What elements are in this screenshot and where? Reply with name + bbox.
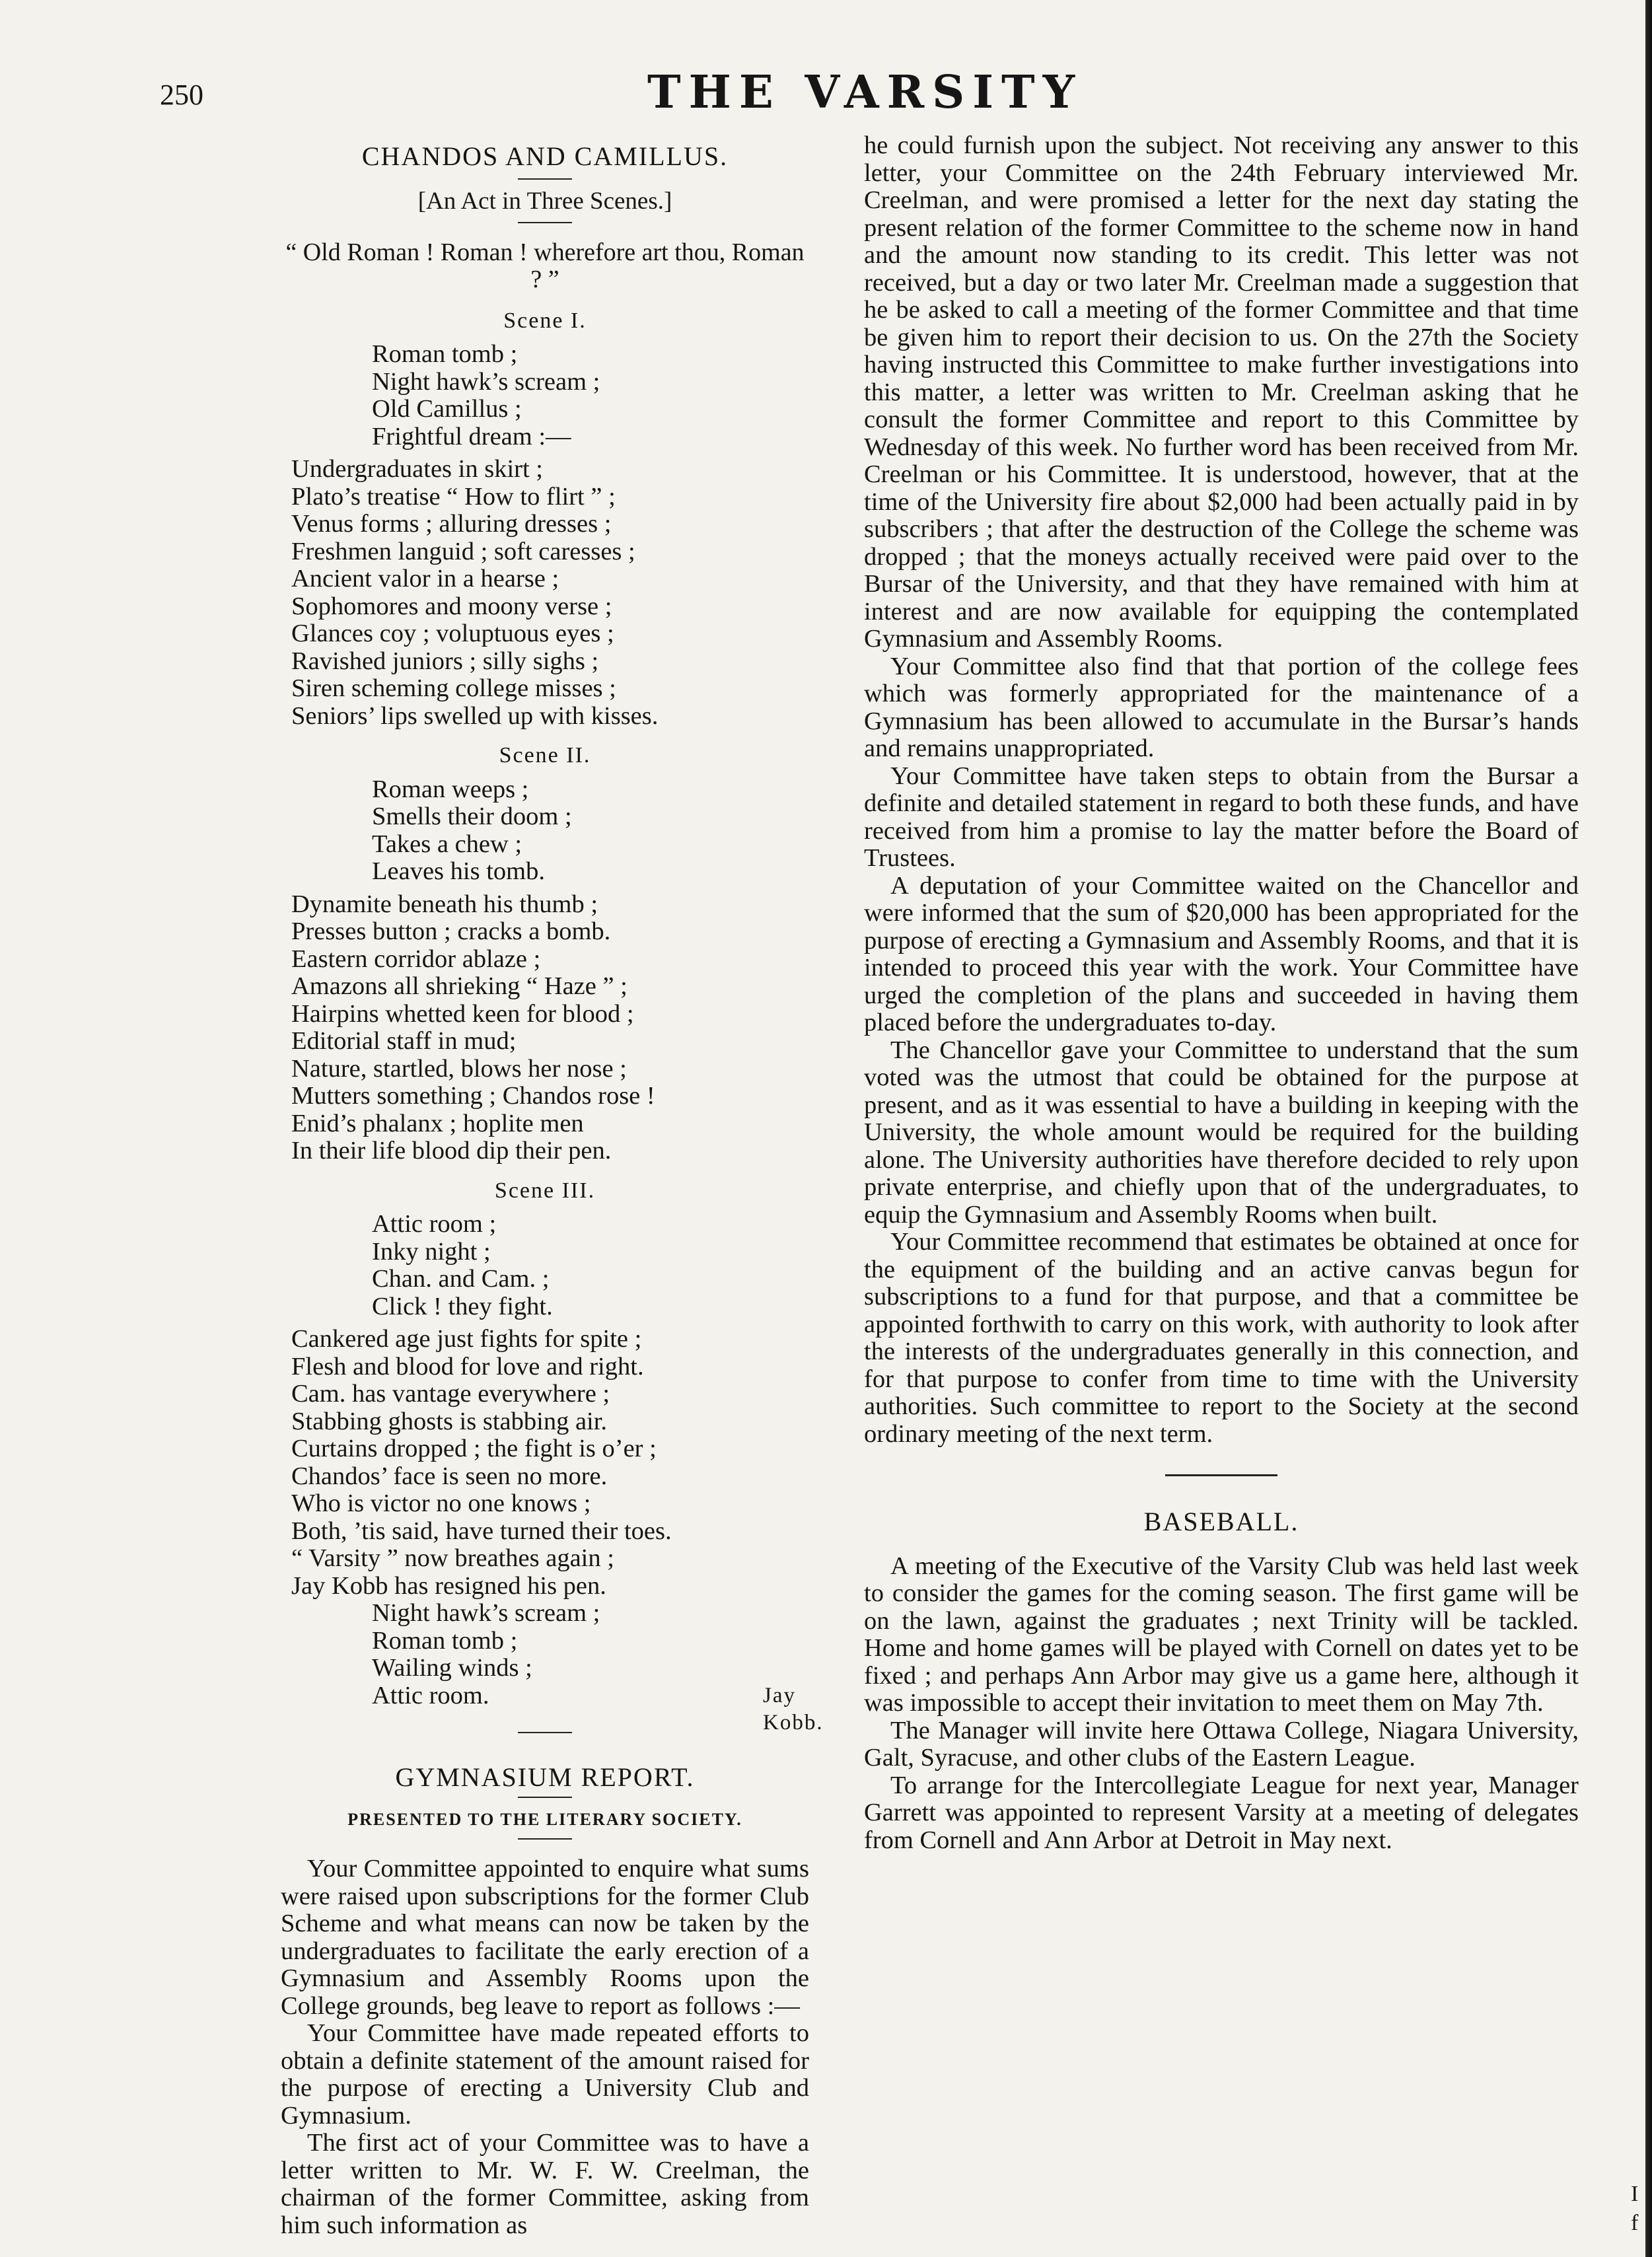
verse-line: Chandos’ face is seen no more. xyxy=(291,1462,608,1490)
verse-line: Enid’s phalanx ; hoplite men xyxy=(291,1109,584,1137)
poem-subtitle: [An Act in Three Scenes.] xyxy=(417,188,672,215)
margin-letter: f xyxy=(1631,2211,1639,2235)
divider xyxy=(518,1732,572,1733)
verse-line: Roman tomb ; xyxy=(372,1626,518,1655)
verse-line: Cankered age just fights for spite ; xyxy=(291,1325,642,1353)
verse-line: Curtains dropped ; the fight is o’er ; xyxy=(291,1435,657,1462)
verse-line: Frightful dream :— xyxy=(372,422,571,450)
verse-line: Nature, startled, blows her nose ; xyxy=(291,1054,627,1083)
verse-line: Flesh and blood for love and right. xyxy=(291,1352,644,1380)
verse-line: In their life blood dip their pen. xyxy=(291,1137,612,1164)
closing-signature-row xyxy=(372,1681,824,1735)
report-paragraph: The first act of your Committee was to have a letter written to Mr. W. F. W. Creelman, the chairman of the former Committee, asking from him such information as xyxy=(281,2129,809,2239)
verse-line: Click ! they fight. xyxy=(372,1292,553,1320)
masthead: THE VARSITY xyxy=(647,66,1083,119)
report-paragraph: Your Committee have made repeated efforts to obtain a definite statement of the amount raised for the purpose of erecting a University Club and Gymnasium. xyxy=(281,2019,809,2130)
adjacent-page-fragment xyxy=(1631,2180,1644,2238)
scene-short-lines xyxy=(372,1211,809,1320)
verse-line: Leaves his tomb. xyxy=(372,857,545,885)
page-header xyxy=(0,0,1652,132)
verse-line: Hairpins whetted keen for blood ; xyxy=(291,999,634,1028)
verse-line: Roman weeps ; xyxy=(372,775,529,803)
verse-line: Dynamite beneath his thumb ; xyxy=(291,890,598,918)
divider xyxy=(518,178,572,180)
scene-heading: Scene III. xyxy=(494,1178,596,1203)
verse-line: Glances coy ; voluptuous eyes ; xyxy=(291,620,614,647)
verse-line: Jay Kobb has resigned his pen. xyxy=(291,1571,606,1600)
gymnasium-report-subtitle: PRESENTED TO THE LITERARY SOCIETY. xyxy=(347,1809,742,1829)
divider xyxy=(518,222,572,223)
report-paragraph: Your Committee have taken steps to obtain from the Bursar a definite and detailed statement in regard to both these funds, and have received from him a promise to lay the matter before the Board of Trustees. xyxy=(864,762,1579,872)
verse-line: Presses button ; cracks a bomb. xyxy=(291,917,611,945)
section-divider xyxy=(1165,1474,1277,1476)
verse-line: Smells their doom ; xyxy=(372,803,572,830)
poem-signature: Jay Kobb. xyxy=(763,1683,824,1735)
verse-line: Freshmen languid ; soft caresses ; xyxy=(291,537,635,565)
verse-line: Ancient valor in a hearse ; xyxy=(291,565,559,592)
scene-heading: Scene II. xyxy=(499,743,591,768)
baseball-paragraph: A meeting of the Executive of the Varsity Club was held last week to consider the games for the coming season. The first game will be on the lawn, against the graduates ; next Trinity will be tackled. Home and home games will be played with Cornell on dates yet to be fixed ; and perhaps Ann Arbor may give us a game here, although it was impossible to accept their invitation to meet them on May 7th. xyxy=(864,1552,1579,1717)
scene-long-lines xyxy=(291,891,809,1165)
gymnasium-report-left-text xyxy=(281,1855,809,2239)
scene-long-lines xyxy=(291,1326,809,1600)
scene-short-lines xyxy=(372,776,809,886)
verse-line: Undergraduates in skirt ; xyxy=(291,455,543,483)
gymnasium-report-title: GYMNASIUM REPORT. xyxy=(395,1762,695,1792)
scene-short-lines xyxy=(372,341,809,450)
verse-line: Amazons all shrieking “ Haze ” ; xyxy=(291,972,628,1000)
verse-line: Stabbing ghosts is stabbing air. xyxy=(291,1407,608,1435)
report-paragraph: Your Committee also find that that portion of the college fees which was formerly appropriated for the maintenance of a Gymnasium has been allowed to accumulate in the Bursar’s hands and remains unappropriated. xyxy=(864,652,1579,762)
divider xyxy=(518,1797,572,1798)
verse-line: Old Camillus ; xyxy=(372,395,522,423)
verse-line: Night hawk’s scream ; xyxy=(372,367,600,396)
left-column xyxy=(281,132,824,2239)
report-paragraph: The Chancellor gave your Committee to understand that the sum voted was the utmost that could be obtained for the purpose at present, and as it was essential to have a building in keeping with the University, the whole amount would be required for the building alone. The University authorities have therefore decided to rely upon private enterprise, and chiefly upon that of the undergraduates, to equip the Gymnasium and Assembly Rooms when built. xyxy=(864,1036,1579,1229)
verse-line: Cam. has vantage everywhere ; xyxy=(291,1380,610,1408)
verse-line: Sophomores and moony verse ; xyxy=(291,592,612,620)
scene-long-lines xyxy=(291,456,809,730)
verse-line: Ravished juniors ; silly sighs ; xyxy=(291,647,599,675)
verse-line: Attic room ; xyxy=(372,1210,497,1238)
verse-line: Roman tomb ; xyxy=(372,340,518,368)
baseball-title: BASEBALL. xyxy=(1143,1507,1299,1536)
verse-line: “ Varsity ” now breathes again ; xyxy=(291,1544,614,1572)
baseball-paragraph: To arrange for the Intercollegiate League for next year, Manager Garrett was appointed to represent Varsity at a meeting of delegates from Cornell and Ann Arbor at Detroit in May next. xyxy=(864,1771,1579,1854)
poem-epigraph: “ Old Roman ! Roman ! wherefore art thou, Roman ? ” xyxy=(285,238,805,293)
verse-line: Seniors’ lips swelled up with kisses. xyxy=(291,701,659,730)
verse-line: Siren scheming college misses ; xyxy=(291,674,616,702)
verse-line: Both, ’tis said, have turned their toes. xyxy=(291,1517,672,1545)
verse-line: Mutters something ; Chandos rose ! xyxy=(291,1082,655,1110)
verse-line: Chan. and Cam. ; xyxy=(372,1265,550,1293)
verse-line: Wailing winds ; xyxy=(372,1654,532,1682)
verse-line: Who is victor no one knows ; xyxy=(291,1489,591,1517)
verse-line: Night hawk’s scream ; xyxy=(372,1599,600,1627)
right-column xyxy=(864,132,1579,1854)
report-paragraph: Your Committee appointed to enquire what sums were raised upon subscriptions for the former Club Scheme and what means can now be taken by the undergraduates to facilitate the early erection of a Gymnasium and Assembly Rooms upon the College grounds, beg leave to report as follows :— xyxy=(281,1855,809,2020)
scene-closing-lines xyxy=(372,1599,824,1735)
page-number: 250 xyxy=(160,79,203,111)
scene-heading: Scene I. xyxy=(503,308,587,333)
verse-line: Venus forms ; alluring dresses ; xyxy=(291,510,612,538)
verse-line: Plato’s treatise “ How to flirt ” ; xyxy=(291,482,616,511)
report-paragraph-continued: he could furnish upon the subject. Not receiving any answer to this letter, your Committee on the 24th February interviewed Mr. Creelman, and were promised a letter for the next day stating the present relation of the former Committee to the scheme now in hand and the amount now standing to its credit. This letter was not received, but a day or two later Mr. Creelman made a suggestion that he be asked to call a meeting of the former Committee and that time be given him to report their decision to us. On the 27th the Society having instructed this Committee to make further investigations into this matter, a letter was written to Mr. Creelman asking that he consult the former Committee and report to this Committee by Wednesday of this week. No further word has been received from Mr. Creelman or his Committee. It is understood, however, that at the time of the University fire about $2,000 had been actually paid in by subscribers ; that after the destruction of the College the scheme was dropped ; that the moneys actually received were paid over to the Bursar of the University, and that they have remained with him at interest and are now available for equipping the contemplated Gymnasium and Assembly Rooms. xyxy=(864,131,1579,653)
verse-line: Editorial staff in mud; xyxy=(291,1027,517,1055)
verse-line: Takes a chew ; xyxy=(372,830,522,858)
verse-line: Eastern corridor ablaze ; xyxy=(291,945,541,973)
report-paragraph: A deputation of your Committee waited on the Chancellor and were informed that the sum of $20,000 has been appropriated for the purpose of erecting a Gymnasium and Assembly Rooms, and that it is intended to proceed this year with the work. Your Committee have urged the completion of the plans and succeeded in having them placed before the undergraduates to-day. xyxy=(864,871,1579,1036)
report-paragraph: Your Committee recommend that estimates be obtained at once for the equipment of the building and an active canvas begun for subscriptions to a fund for that purpose, and that a committee be appointed forthwith to carry on this work, with authority to look after the interests of the undergraduates generally in this connection, and for that purpose to confer from time to time with the University authorities. Such committee to report to the Society at the second ordinary meeting of the next term. xyxy=(864,1228,1579,1448)
baseball-paragraph: The Manager will invite here Ottawa College, Niagara University, Galt, Syracuse, and other clubs of the Eastern League. xyxy=(864,1716,1579,1772)
verse-line: Inky night ; xyxy=(372,1237,491,1266)
page-edge-shadow xyxy=(1645,0,1652,2257)
divider xyxy=(518,1838,572,1840)
poem-title: CHANDOS AND CAMILLUS. xyxy=(361,141,729,171)
margin-letter: I xyxy=(1631,2182,1639,2206)
verse-line: Attic room. xyxy=(372,1681,489,1709)
